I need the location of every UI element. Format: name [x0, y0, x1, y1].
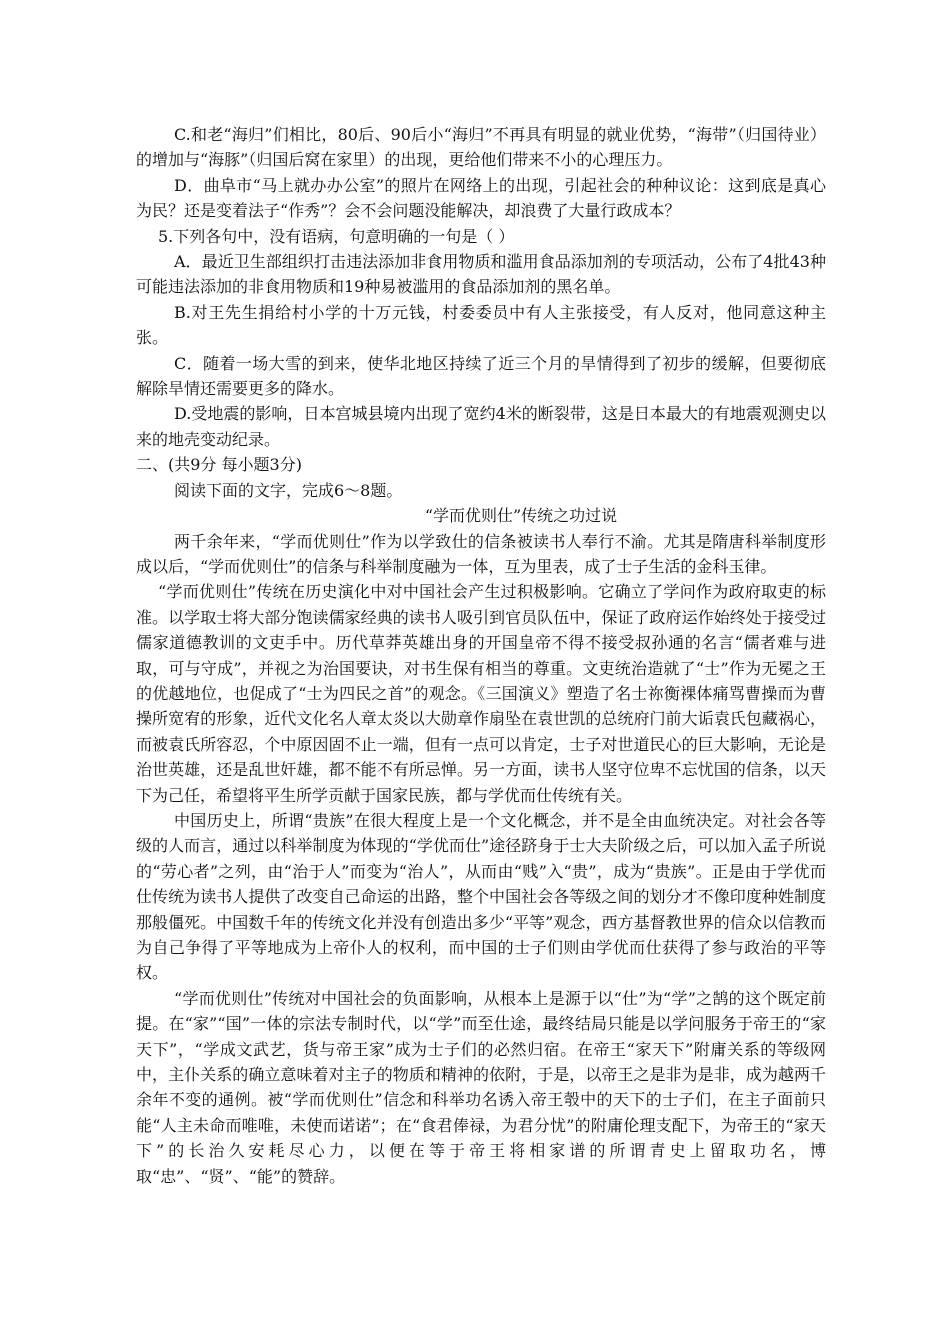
passage-paragraph-4: “学而优则仕”传统对中国社会的负面影响，从根本上是源于以“仕”为“学”之鹄的这个既定前提。在“家”“国”一体的宗法专制时代，以“学”而至仕途，最终结局只能是以学问服务于帝王的“家天下”，“学成文武艺，货与帝王家”成为士子们的必然归宿。在帝王“家天下”附庸关系的等级网中，主仆关系的确立意味着对主子的物质和精神的依附，于是，以帝王之是非为是非，成为越两千余年不变的通例。被“学而优则仕”信念和科举功名诱入帝王彀中的天下的士子们，在主子面前只能“人主未命而唯唯，未使而诺诺”；在“食君俸禄，为君分忧”的附庸伦理支配下，为帝王的“家天下”的长治久安耗尽心力，以便在等于帝王将相家谱的所谓青史上留取功名，博取“忠”、“贤”、“能”的赞辞。 [136, 988, 826, 1186]
section-two-heading: 二、(共9分 每小题3分) [136, 455, 302, 475]
question-5-stem: 5.下列各句中，没有语病，句意明确的一句是（ ） [158, 226, 515, 246]
reading-instruction: 阅读下面的文字，完成6～8题。 [174, 480, 403, 500]
option-d-qufu: D．曲阜市“马上就办办公室”的照片在网络上的出现，引起社会的种种议论：这到底是真心为民？还是变着法子“作秀”？会不会问题没能解决，却浪费了大量行政成本？ [136, 175, 826, 221]
question-5-option-d: D.受地震的影响，日本宫城县境内出现了宽约4米的断裂带，这是日本最大的有地震观测史以来的地壳变动纪录。 [136, 404, 826, 449]
option-c-haigui: C.和老“海归”们相比，80后、90后小“海归”不再具有明显的就业优势，“海带”（归国待业）的增加与“海豚”（归国后窝在家里）的出现，更给他们带来不小的心理压力。 [136, 125, 826, 170]
passage-paragraph-1: 两千余年来，“学而优则仕”作为以学致仕的信条被读书人奉行不渝。尤其是隋唐科举制度形成以后，“学而优则仕”的信条与科举制度融为一体，互为里表，成了士子生活的金科玉律。 [136, 531, 826, 576]
passage-paragraph-3: 中国历史上，所谓“贵族”在很大程度上是一个文化概念，并不是全由血统决定。对社会各等级的人而言，通过以科举制度为体现的“学优而仕”途径跻身于士大夫阶级之后，可以加入孟子所说的“劳心者”之列，由“治于人”而变为“治人”，从而由“贱”入“贵”，成为“贵族”。正是由于学优而仕传统为读书人提供了改变自己命运的出路，整个中国社会各等级之间的划分才不像印度种姓制度那般僵死。中国数千年的传统文化并没有创造出多少“平等”观念，西方基督教世界的信众以信教而为自己争得了平等地成为上帝仆人的权利，而中国的士子们则由学优而仕获得了参与政治的平等权。 [136, 810, 826, 983]
question-5-option-b: B.对王先生捐给村小学的十万元钱，村委委员中有人主张接受，有人反对，他同意这种主张。 [136, 302, 826, 348]
document-body [136, 122, 826, 1189]
question-5-option-a: A．最近卫生部组织打击违法添加非食用物质和滥用食品添加剂的专项活动，公布了4批43种可能违法添加的非食用物质和19种易被滥用的食品添加剂的黑名单。 [136, 252, 826, 297]
question-5-option-c: C．随着一场大雪的到来，使华北地区持续了近三个月的旱情得到了初步的缓解，但要彻底解除旱情还需要更多的降水。 [136, 353, 826, 399]
passage-paragraph-2: “学而优则仕”传统在历史演化中对中国社会产生过积极影响。它确立了学问作为政府取吏的标准。以学取士将大部分饱读儒家经典的读书人吸引到官员队伍中，保证了政府运作始终处于接受过儒家道德教训的文吏手中。历代草莽英雄出身的开国皇帝不得不接受叔孙通的名言“儒者难与进取，可与守成”，并视之为治国要诀，对书生保有相当的尊重。文吏统治造就了“士”作为无冕之王的优越地位，也促成了“士为四民之首”的观念。《三国演义》塑造了名士祢衡裸体痛骂曹操而为曹操所宽宥的形象，近代文化名人章太炎以大勋章作扇坠在袁世凯的总统府门前大诟袁氏包藏祸心，而被袁氏所容忍，个中原因固不止一端，但有一点可以肯定，士子对世道民心的巨大影响，无论是治世英雄，还是乱世奸雄，都不能不有所忌惮。另一方面，读书人坚守位卑不忘忧国的信条，以天下为己任，希望将平生所学贡献于国家民族，都与学优而仕传统有关。 [136, 582, 826, 805]
passage-title: “学而优则仕”传统之功过说 [424, 506, 618, 526]
